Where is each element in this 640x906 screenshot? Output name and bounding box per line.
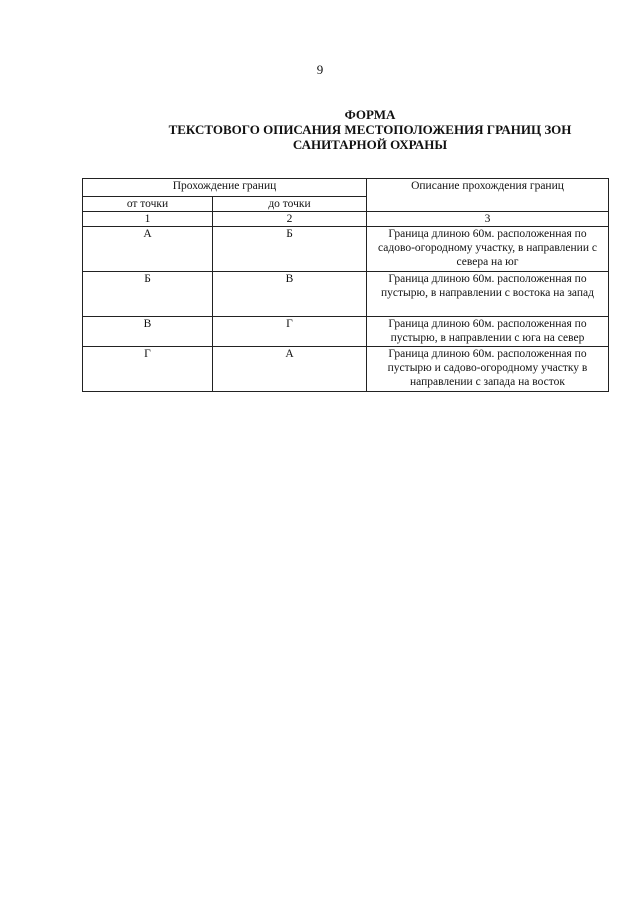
- table-row: [83, 317, 609, 347]
- boundary-description: Граница длиною 60м. расположенная по пустырю, в направлении с востока на запад: [367, 272, 609, 317]
- table-number-row: [83, 212, 609, 227]
- table-header-row: [83, 179, 609, 197]
- column-number-2: 2: [213, 212, 367, 227]
- header-to-point: до точки: [213, 197, 367, 212]
- page-number: 9: [316, 62, 324, 77]
- to-point: А: [213, 347, 367, 392]
- header-boundary-passage: Прохождение границ: [83, 179, 367, 197]
- title-line-3: САНИТАРНОЙ ОХРАНЫ: [292, 137, 448, 152]
- to-point: Г: [213, 317, 367, 347]
- from-point: Г: [83, 347, 213, 392]
- table-row: [83, 227, 609, 272]
- header-from-point: от точки: [83, 197, 213, 212]
- to-point: Б: [213, 227, 367, 272]
- boundary-table: [82, 178, 609, 392]
- form-title: [150, 107, 590, 152]
- boundary-description: Граница длиною 60м. расположенная по садово-огородному участку, в направлении с севера на юг: [367, 227, 609, 272]
- from-point: В: [83, 317, 213, 347]
- from-point: А: [83, 227, 213, 272]
- column-number-1: 1: [83, 212, 213, 227]
- column-number-3: 3: [367, 212, 609, 227]
- to-point: В: [213, 272, 367, 317]
- title-line-1: ФОРМА: [344, 107, 396, 122]
- boundary-description: Граница длиною 60м. расположенная по пустырю, в направлении с юга на север: [367, 317, 609, 347]
- header-description: Описание прохождения границ: [367, 179, 609, 212]
- title-line-2: ТЕКСТОВОГО ОПИСАНИЯ МЕСТОПОЛОЖЕНИЯ ГРАНИЦ ЗОН: [168, 122, 572, 137]
- boundary-description: Граница длиною 60м. расположенная по пустырю и садово-огородному участку в направлении с запада на восток: [367, 347, 609, 392]
- table-row: [83, 347, 609, 392]
- table-row: [83, 272, 609, 317]
- from-point: Б: [83, 272, 213, 317]
